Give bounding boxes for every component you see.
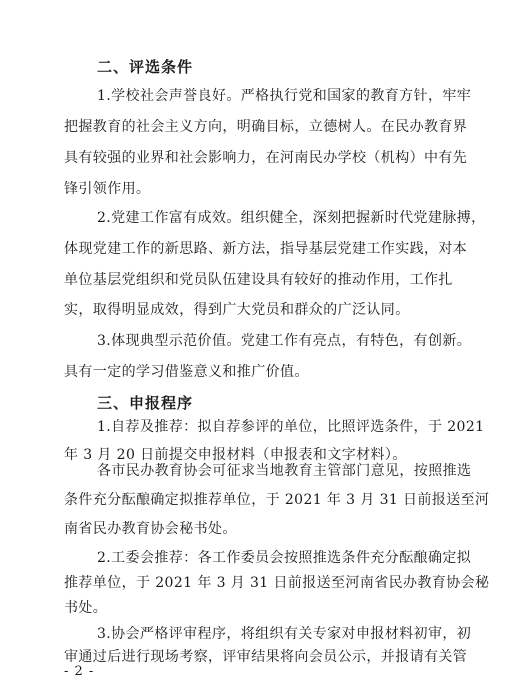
text-line: 推荐单位，于 2021 年 3 月 31 日前报送至河南省民办教育协会秘 [64,575,490,591]
text-line: 3.体现典型示范价值。党建工作有亮点，有特色，有创新。 [97,333,472,349]
section-heading-criteria: 二、评选条件 [97,58,194,76]
text-line: 单位基层党组织和党员队伍建设具有较好的推动作用，工作扎 [64,272,453,288]
text-line: 1.自荐及推荐：拟自荐参评的单位，比照评选条件，于 2021 [97,419,485,435]
text-line: 南省民办教育协会秘书处。 [64,521,237,537]
text-line: 把握教育的社会主义方向，明确目标，立德树人。在民办教育界 [64,119,468,135]
text-line: 体现党建工作的新思路、新方法，指导基层党建工作实践，对本 [64,241,468,257]
text-line: 各市民办教育协会可征求当地教育主管部门意见，按照推选 [97,463,472,479]
text-line: 具有一定的学习借鉴意义和推广价值。 [64,364,309,380]
text-line: 审通过后进行现场考察，评审结果将向会员公示，并报请有关管 [64,649,468,665]
text-line: 条件充分酝酿确定拟推荐单位，于 2021 年 3 月 31 日前报送至河 [64,492,490,508]
text-line: 实，取得明显成效，得到广大党员和群众的广泛认同。 [64,302,410,318]
text-line: 3.协会严格评审程序，将组织有关专家对申报材料初审，初 [97,626,472,642]
text-line: 2.党建工作富有成效。组织健全，深刻把握新时代党建脉搏， [97,210,486,226]
text-line: 1.学校社会声誉良好。严格执行党和国家的教育方针，牢牢 [97,88,472,104]
text-line: 2.工委会推荐：各工作委员会按照推选条件充分酝酿确定拟 [97,550,472,566]
text-line: 年 3 月 20 日前提交申报材料（申报表和文字材料）。 [64,447,407,463]
text-line: 书处。 [64,600,108,616]
text-line: 具有较强的业界和社会影响力，在河南民办学校（机构）中有先 [64,150,468,166]
text-line: 锋引领作用。 [64,181,151,197]
section-heading-procedure: 三、申报程序 [97,394,194,412]
page-number: - 2 - [64,664,95,679]
